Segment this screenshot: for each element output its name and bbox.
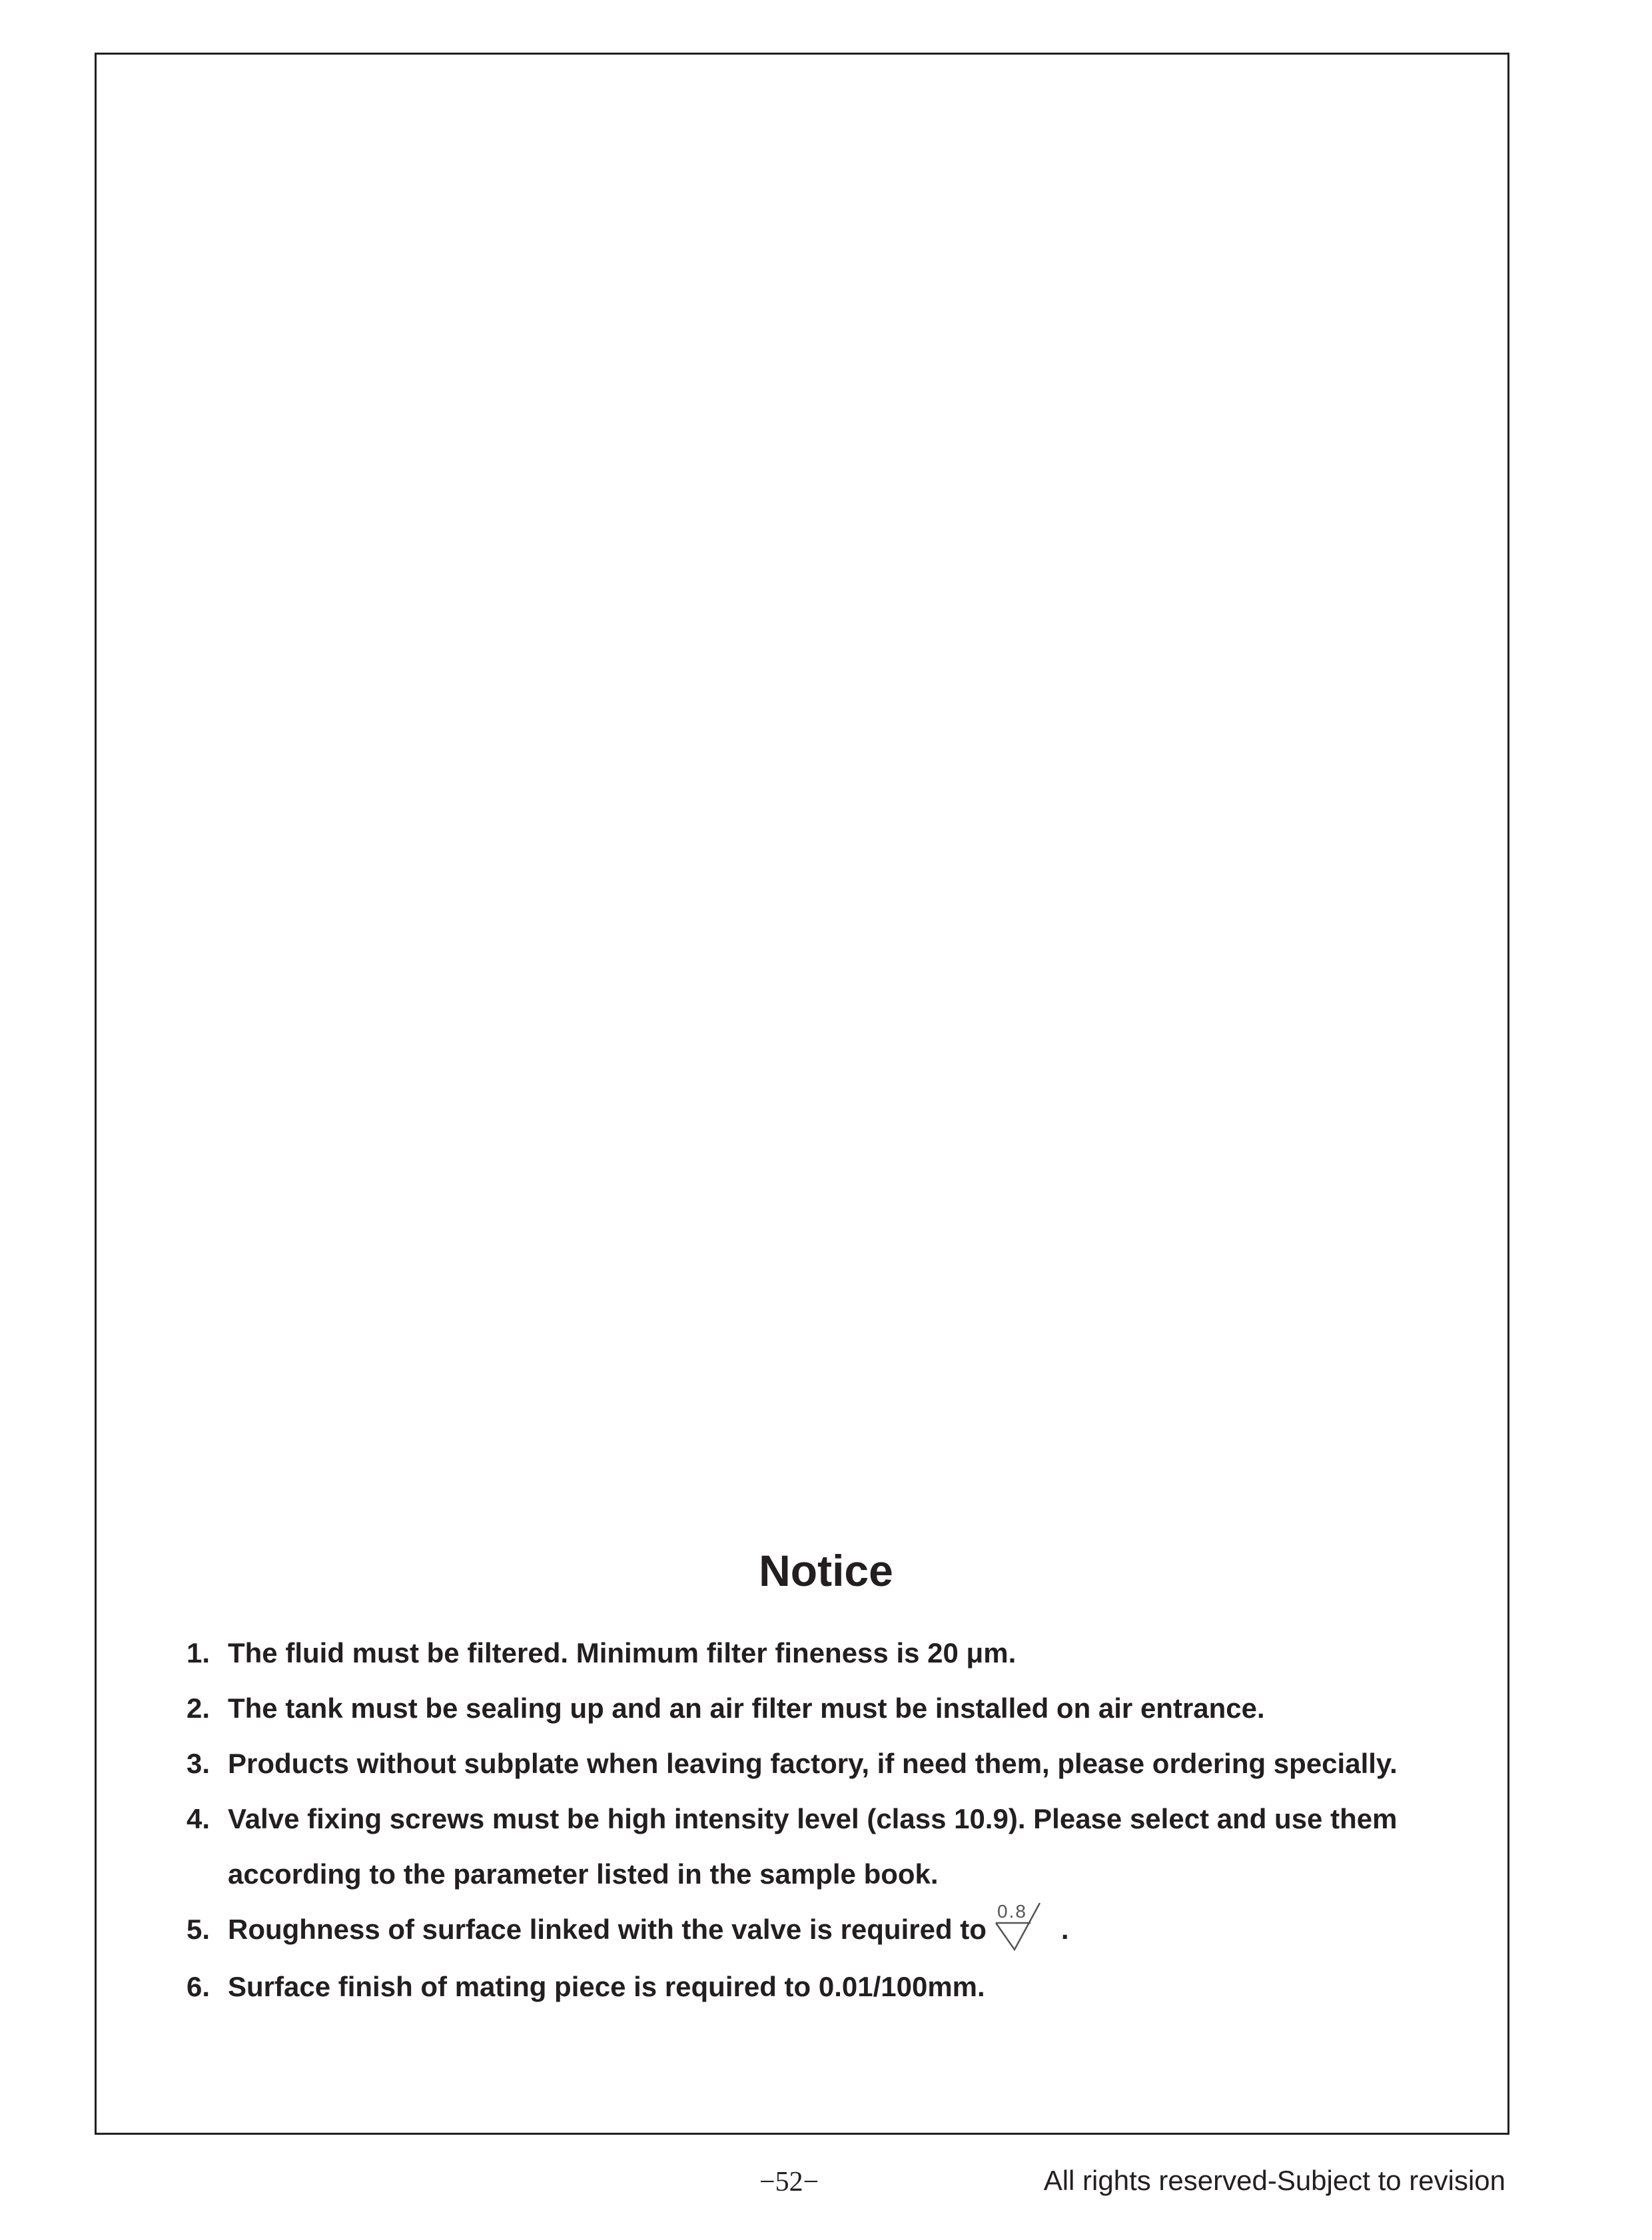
- item-text: Valve fixing screws must be high intensity level (class 10.9). Please select and use them: [228, 1803, 1398, 1834]
- rights-notice: All rights reserved-Subject to revision: [1043, 2165, 1505, 2196]
- item-text: The tank must be sealing up and an air filter must be installed on air entrance.: [228, 1692, 1265, 1724]
- notice-item-4: [187, 1791, 1492, 1902]
- notice-item-2: [187, 1680, 1492, 1736]
- notice-title: Notice: [759, 1546, 893, 1595]
- roughness-value: 0.8: [997, 1900, 1027, 1922]
- notice-item-3: [187, 1736, 1492, 1791]
- item-number: 2.: [187, 1692, 210, 1724]
- item-number: 4.: [187, 1803, 210, 1834]
- item-number: 6.: [187, 1970, 210, 2002]
- surface-roughness-icon: [992, 1900, 1057, 1955]
- notice-list: [187, 1625, 1492, 2014]
- notice-item-6: [187, 1959, 1492, 2014]
- item-text-continued: according to the parameter listed in the sample book.: [228, 1858, 939, 1890]
- page-number: −52−: [759, 2167, 819, 2197]
- notice-item-5: [187, 1902, 1492, 1959]
- item-text: Roughness of surface linked with the valve is required to: [228, 1914, 987, 1945]
- item-text: The fluid must be filtered. Minimum filter fineness is 20 μm.: [228, 1637, 1017, 1669]
- item-text-end: .: [1060, 1914, 1069, 1945]
- item-number: 3.: [187, 1748, 210, 1779]
- item-number: 5.: [187, 1914, 210, 1945]
- item-number: 1.: [187, 1637, 210, 1669]
- item-text: Surface finish of mating piece is required to 0.01/100mm.: [228, 1970, 985, 2002]
- notice-item-1: [187, 1625, 1492, 1680]
- item-text: Products without subplate when leaving factory, if need them, please ordering specially.: [228, 1748, 1398, 1779]
